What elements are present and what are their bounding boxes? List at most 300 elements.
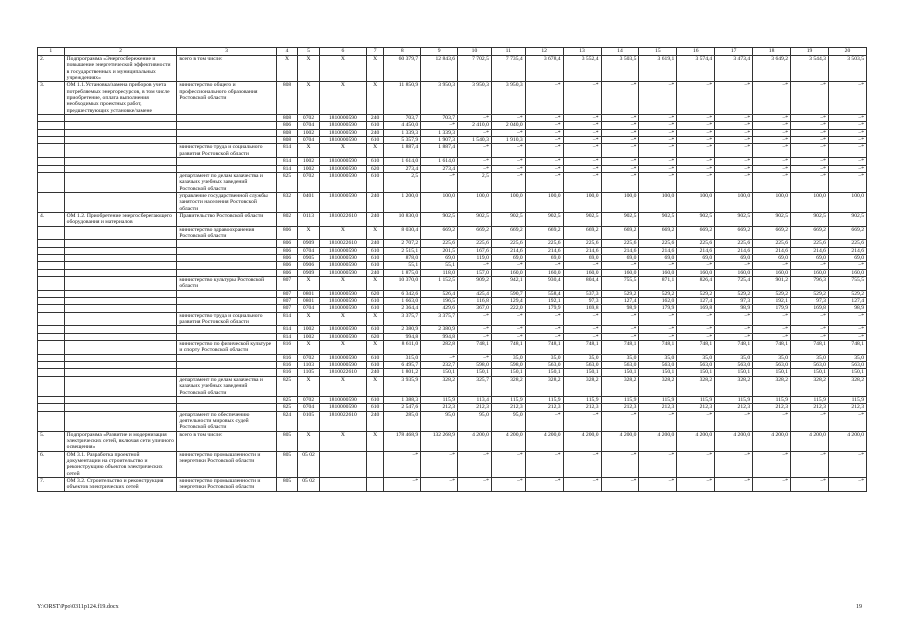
table-cell: –* (525, 326, 563, 333)
table-cell: 1810000590 (319, 354, 366, 361)
table-cell: –* (828, 165, 866, 172)
table-cell: Х (319, 56, 366, 82)
table-row (38, 333, 867, 340)
table-cell (64, 122, 177, 129)
table-cell: 240 (366, 129, 383, 136)
table-cell: департамент по делам казачества и казачьих учебных заведений Ростовской области (177, 172, 276, 192)
table-cell: –* (563, 411, 601, 431)
table-cell: Правительство Ростовской области (177, 212, 276, 226)
table-cell (38, 254, 65, 261)
table-cell: 240 (366, 192, 383, 212)
table-cell: 703,7 (384, 115, 421, 122)
table-cell: 127,4 (828, 298, 866, 305)
table-cell: 7 702,5 (458, 56, 492, 82)
table-row (38, 165, 867, 172)
column-number: 5 (298, 48, 320, 56)
table-cell: –* (525, 122, 563, 129)
table-cell: 212,3 (753, 404, 791, 411)
table-cell: 2 707,2 (384, 240, 421, 247)
table-cell: 100,0 (677, 192, 715, 212)
table-cell: 816 (276, 362, 298, 369)
table-cell: 328,2 (639, 376, 677, 396)
table-cell: 526,4 (421, 290, 458, 297)
table-cell: –* (525, 172, 563, 192)
table-cell: 748,1 (601, 341, 639, 355)
table-cell: 808 (276, 137, 298, 144)
table-cell: 100,0 (601, 192, 639, 212)
table-cell: 994,8 (384, 333, 421, 340)
table-cell: 2 410,0 (458, 122, 492, 129)
table-cell: 902,5 (491, 212, 525, 226)
table-cell: 118,0 (421, 269, 458, 276)
table-cell: 806 (276, 247, 298, 254)
table-cell: 805 (276, 431, 298, 451)
table-cell: –* (563, 129, 601, 136)
table-cell: 97,3 (563, 298, 601, 305)
table-cell: 100,0 (753, 192, 791, 212)
table-cell: –* (601, 451, 639, 477)
table-cell: 150,1 (828, 369, 866, 376)
table-cell: 3 503,5 (828, 56, 866, 82)
table-cell: 902,5 (828, 212, 866, 226)
table-cell: 212,3 (458, 404, 492, 411)
table-cell: –* (753, 122, 791, 129)
table-cell: 0702 (298, 172, 320, 192)
table-row (38, 262, 867, 269)
table-cell: –* (563, 165, 601, 172)
table-cell (38, 269, 65, 276)
table-cell: –* (828, 122, 866, 129)
table-cell: ОМ 1.1.Установка/замена приборов учета потребляемых энергоресурсов, в том числе приобретение, оплата выполнения необходимых проектных работ, предшествующих установке/замене (64, 82, 177, 115)
table-cell: –* (491, 165, 525, 172)
table-cell: 10 830,0 (384, 212, 421, 226)
table-cell: Х (319, 312, 366, 326)
table-cell: 4 200,0 (491, 431, 525, 451)
table-cell: –* (525, 115, 563, 122)
table-cell: 1 907,3 (421, 137, 458, 144)
table-cell (366, 451, 383, 477)
table-cell: 529,2 (639, 290, 677, 297)
table-cell: –* (828, 158, 866, 165)
table-cell: 3 950,3 (421, 82, 458, 115)
table-cell: 160,0 (563, 269, 601, 276)
table-cell: 367,0 (458, 305, 492, 312)
table-cell: –* (753, 137, 791, 144)
table-cell: 100,0 (491, 192, 525, 212)
table-cell: Х (319, 277, 366, 291)
table-cell: –* (601, 115, 639, 122)
table-cell: –* (677, 158, 715, 165)
table-cell: –* (601, 411, 639, 431)
table-cell: 816 (276, 341, 298, 355)
table-cell (64, 254, 177, 261)
table-cell: 529,2 (753, 290, 791, 297)
table-cell: –* (677, 451, 715, 477)
table-cell: Х (298, 56, 320, 82)
table-cell: 0401 (298, 192, 320, 212)
table-cell (38, 305, 65, 312)
table-cell: 150,1 (753, 369, 791, 376)
table-cell: 563,0 (639, 362, 677, 369)
table-cell: 4 200,0 (601, 431, 639, 451)
table-cell (38, 290, 65, 297)
table-cell (38, 115, 65, 122)
table-cell: 669,2 (639, 226, 677, 240)
table-cell (319, 477, 366, 491)
table-cell: 115,9 (753, 396, 791, 403)
table-cell: –* (791, 312, 829, 326)
table-cell: 610 (366, 247, 383, 254)
table-cell: 610 (366, 396, 383, 403)
table-cell: 0704 (298, 404, 320, 411)
table-cell (64, 290, 177, 297)
table-cell: 225,6 (791, 240, 829, 247)
table-cell: 529,2 (601, 290, 639, 297)
table-cell: 0113 (298, 212, 320, 226)
table-cell: –* (715, 115, 753, 122)
table-cell: –* (753, 411, 791, 431)
table-cell: 1 388,3 (384, 396, 421, 403)
table-cell: 814 (276, 144, 298, 158)
table-cell: 2 547,6 (384, 404, 421, 411)
column-number: 12 (525, 48, 563, 56)
table-cell: –* (421, 122, 458, 129)
table-cell: 610 (366, 158, 383, 165)
table-row (38, 82, 867, 115)
table-cell: –* (639, 172, 677, 192)
table-cell: 150,1 (563, 369, 601, 376)
table-cell: 10 370,0 (384, 277, 421, 291)
column-number: 8 (384, 48, 421, 56)
table-cell: 160,0 (677, 269, 715, 276)
table-cell: 1810022610 (319, 240, 366, 247)
table-cell: –* (639, 137, 677, 144)
table-cell: 748,1 (563, 341, 601, 355)
table-row (38, 56, 867, 82)
table-cell: 806 (276, 254, 298, 261)
table-cell: 4 200,0 (525, 431, 563, 451)
table-cell: 1002 (298, 326, 320, 333)
table-row (38, 404, 867, 411)
table-cell: 212,3 (491, 404, 525, 411)
table-cell: –* (677, 172, 715, 192)
column-number: 2 (64, 48, 177, 56)
column-number: 17 (715, 48, 753, 56)
table-cell (38, 122, 65, 129)
table-cell: 160,0 (639, 269, 677, 276)
table-cell (64, 269, 177, 276)
table-cell: 98,9 (601, 305, 639, 312)
table-cell: 240 (366, 240, 383, 247)
table-cell: 225,6 (563, 240, 601, 247)
table-cell: –* (639, 115, 677, 122)
table-cell: –* (563, 115, 601, 122)
table-cell: 69,0 (828, 254, 866, 261)
table-cell: –* (677, 262, 715, 269)
table-cell (64, 376, 177, 396)
table-cell: 1 801,2 (384, 369, 421, 376)
table-cell: –* (677, 411, 715, 431)
table-cell: –* (715, 137, 753, 144)
table-cell: Х (366, 341, 383, 355)
table-cell: 610 (366, 354, 383, 361)
table-cell: 5 357,9 (384, 137, 421, 144)
table-cell: –* (384, 477, 421, 491)
table-cell: 69,0 (491, 254, 525, 261)
table-cell: –* (525, 82, 563, 115)
table-cell: –* (828, 312, 866, 326)
column-number: 13 (563, 48, 601, 56)
table-cell: 429,6 (421, 305, 458, 312)
table-cell: 909,2 (458, 277, 492, 291)
table-cell (38, 262, 65, 269)
table-cell: –* (715, 477, 753, 491)
table-cell: 4 200,0 (753, 431, 791, 451)
table-cell: 1 200,0 (384, 192, 421, 212)
table-cell: –* (828, 411, 866, 431)
table-cell: –* (458, 262, 492, 269)
table-cell (38, 326, 65, 333)
table-cell: Х (298, 82, 320, 115)
table-cell: –* (601, 326, 639, 333)
table-cell: 563,0 (791, 362, 829, 369)
table-cell: –* (563, 144, 601, 158)
table-cell: –* (753, 451, 791, 477)
table-cell: 35,0 (491, 354, 525, 361)
table-cell: 0702 (298, 115, 320, 122)
table-cell: –* (563, 451, 601, 477)
table-cell: 4 200,0 (715, 431, 753, 451)
table-cell: 942,1 (491, 277, 525, 291)
table-cell: –* (715, 451, 753, 477)
table-cell: –* (458, 312, 492, 326)
table-cell: 755,5 (828, 277, 866, 291)
table-cell: –* (828, 451, 866, 477)
table-cell: 214,6 (491, 247, 525, 254)
table-cell: 285,0 (384, 411, 421, 431)
table-cell: –* (525, 129, 563, 136)
table-cell: –* (791, 129, 829, 136)
table-cell: Х (319, 376, 366, 396)
table-cell: 669,2 (563, 226, 601, 240)
table-cell: 902,5 (525, 212, 563, 226)
table-cell (38, 129, 65, 136)
table-cell: 1002 (298, 129, 320, 136)
table-row (38, 158, 867, 165)
table-cell: 529,2 (677, 290, 715, 297)
table-cell (177, 362, 276, 369)
table-cell: 806 (276, 262, 298, 269)
table-cell: 994,8 (421, 333, 458, 340)
table-cell: 4 200,0 (677, 431, 715, 451)
table-cell: 610 (366, 305, 383, 312)
table-cell: 1810022610 (319, 212, 366, 226)
table-row (38, 376, 867, 396)
column-number: 1 (38, 48, 65, 56)
table-cell: 225,6 (601, 240, 639, 247)
table-cell: Х (298, 431, 320, 451)
table-cell: –* (828, 477, 866, 491)
table-cell: –* (715, 122, 753, 129)
table-cell: 100,0 (458, 192, 492, 212)
table-cell: 3 574,4 (677, 56, 715, 82)
table-cell: 225,6 (753, 240, 791, 247)
table-cell: 8 030,4 (384, 226, 421, 240)
table-cell (38, 341, 65, 355)
table-cell: –* (458, 326, 492, 333)
table-cell: 0704 (298, 122, 320, 129)
table-cell (177, 369, 276, 376)
table-cell: –* (715, 326, 753, 333)
table-cell: 902,5 (753, 212, 791, 226)
table-cell: 179,9 (753, 305, 791, 312)
table-row (38, 305, 867, 312)
table-cell: 0909 (298, 240, 320, 247)
table-cell: 610 (366, 122, 383, 129)
table-cell: 212,3 (677, 404, 715, 411)
table-cell: 100,0 (563, 192, 601, 212)
column-number: 6 (319, 48, 366, 56)
table-cell: –* (563, 137, 601, 144)
table-row (38, 240, 867, 247)
table-cell: 328,2 (421, 376, 458, 396)
table-cell: 328,2 (563, 376, 601, 396)
table-cell: –* (491, 144, 525, 158)
table-cell: 878,0 (384, 254, 421, 261)
table-cell: 2. (38, 56, 65, 82)
table-cell (177, 129, 276, 136)
table-cell: 563,0 (601, 362, 639, 369)
table-cell: –* (715, 262, 753, 269)
table-cell: 214,6 (677, 247, 715, 254)
table-cell (64, 411, 177, 431)
table-cell: 669,2 (753, 226, 791, 240)
table-cell: 1810000590 (319, 158, 366, 165)
table-cell: Х (319, 144, 366, 158)
table-cell: 179,9 (525, 305, 563, 312)
table-cell: 95,0 (458, 411, 492, 431)
table-cell (177, 396, 276, 403)
column-number: 15 (639, 48, 677, 56)
table-cell: –* (791, 262, 829, 269)
table-cell: 328,2 (525, 376, 563, 396)
table-cell: –* (491, 451, 525, 477)
table-cell: 95,0 (421, 411, 458, 431)
table-cell: 35,0 (828, 354, 866, 361)
table-cell: 529,2 (828, 290, 866, 297)
table-cell (177, 290, 276, 297)
table-cell: 212,3 (715, 404, 753, 411)
table-cell: 115,9 (828, 396, 866, 403)
table-cell: 98,9 (828, 305, 866, 312)
table-cell: –* (563, 122, 601, 129)
table-cell: 69,0 (677, 254, 715, 261)
table-cell (366, 477, 383, 491)
table-cell: 3 649,2 (753, 56, 791, 82)
table-cell: Х (276, 56, 298, 82)
table-cell (38, 240, 65, 247)
table-cell: –* (458, 158, 492, 165)
table-cell: –* (828, 82, 866, 115)
table-cell: 115,9 (601, 396, 639, 403)
table-cell: 669,2 (601, 226, 639, 240)
table-cell: –* (491, 129, 525, 136)
table-row (38, 477, 867, 491)
table-cell: –* (491, 115, 525, 122)
table-cell: –* (828, 115, 866, 122)
table-cell (64, 158, 177, 165)
table-cell: 160,0 (715, 269, 753, 276)
table-cell: 328,2 (601, 376, 639, 396)
table-cell: 825 (276, 172, 298, 192)
table-cell: –* (491, 477, 525, 491)
table-cell: 214,6 (791, 247, 829, 254)
table-cell: 150,1 (639, 369, 677, 376)
table-cell: 1002 (298, 158, 320, 165)
table-cell: 129,4 (491, 298, 525, 305)
table-cell: 115,9 (525, 396, 563, 403)
table-cell (64, 305, 177, 312)
table-cell (38, 376, 65, 396)
table-cell: ОМ 1.2. Приобретение энергосберегающего оборудования и материалов (64, 212, 177, 226)
table-cell: –* (601, 312, 639, 326)
table-cell: 232,7 (421, 362, 458, 369)
table-cell: –* (677, 312, 715, 326)
table-cell: Х (366, 277, 383, 291)
table-cell: 150,1 (715, 369, 753, 376)
table-cell: 69,0 (715, 254, 753, 261)
table-cell: 902,5 (458, 212, 492, 226)
table-cell: 902,5 (791, 212, 829, 226)
table-cell: 97,3 (791, 298, 829, 305)
table-cell: –* (458, 115, 492, 122)
table-cell: 2,5 (384, 172, 421, 192)
table-cell: –* (715, 333, 753, 340)
table-cell: 160,0 (491, 269, 525, 276)
table-cell: 620 (366, 165, 383, 172)
table-cell: –* (601, 82, 639, 115)
table-cell (38, 172, 65, 192)
table-cell (177, 404, 276, 411)
table-cell: министерство по физической культуре и спорту Ростовской области (177, 341, 276, 355)
table-row (38, 354, 867, 361)
table-cell: 1810000590 (319, 262, 366, 269)
table-cell: 225,6 (639, 240, 677, 247)
table-cell: 563,0 (525, 362, 563, 369)
table-cell (64, 354, 177, 361)
table-cell: 150,1 (458, 369, 492, 376)
table-cell: 3 678,4 (525, 56, 563, 82)
table-cell: 598,0 (458, 362, 492, 369)
table-cell: –* (753, 172, 791, 192)
table-cell (177, 240, 276, 247)
table-cell: 35,0 (601, 354, 639, 361)
table-cell: –* (753, 129, 791, 136)
table-cell: 192,1 (753, 298, 791, 305)
column-number: 11 (491, 48, 525, 56)
table-cell: –* (601, 477, 639, 491)
table-cell: 610 (366, 362, 383, 369)
table-cell: 214,6 (639, 247, 677, 254)
table-cell: министерство труда и социального развития Ростовской области (177, 312, 276, 326)
table-cell: 703,7 (421, 115, 458, 122)
table-cell: 225,6 (421, 240, 458, 247)
table-cell (177, 247, 276, 254)
table-cell: –* (491, 326, 525, 333)
table-cell: 1 152,5 (421, 277, 458, 291)
table-cell: –* (563, 82, 601, 115)
table-cell: –* (791, 115, 829, 122)
